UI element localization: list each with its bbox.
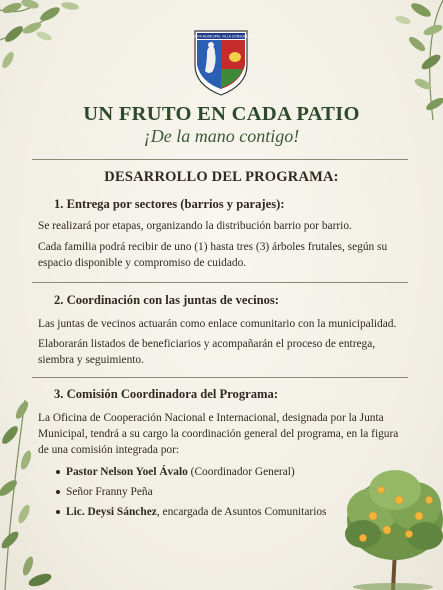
program-title: UN FRUTO EN CADA PATIO [83, 103, 360, 125]
item-1-title: Entrega por sectores (barrios y parajes): [66, 197, 285, 211]
list-item [66, 482, 326, 502]
list-item [66, 502, 326, 522]
item-1-paragraph-1: Se realizará por etapas, organizando la distribución barrio por barrio. [38, 220, 352, 232]
program-slogan: ¡De la mano contigo! [143, 126, 300, 146]
item-3-paragraph-1: La Oficina de Cooperación Nacional e Internacional, designada por la Junta Municipal, tendrá a su cargo la coordinación general del programa, en la figura de una comisión integrada por: [38, 412, 399, 456]
item-1-number: 1. [54, 197, 64, 211]
item-2-heading [54, 293, 279, 308]
item-2-paragraph-1: Las juntas de vecinos actuarán como enlace comunitario con la municipalidad. [38, 318, 397, 330]
item-3-title: Comisión Coordinadora del Programa: [66, 387, 279, 401]
list-item [66, 462, 326, 482]
item-1-heading [54, 197, 285, 212]
item-2-paragraph-2: Elaborarán listados de beneficiarios y acompañarán el proceso de entrega, siembra y seguimiento. [38, 338, 376, 366]
member-name: Pastor Nelson Yoel Ávalo [66, 466, 188, 478]
member-role: Señor Franny Peña [66, 486, 153, 498]
item-1-paragraph-2: Cada familia podrá recibir de uno (1) hasta tres (3) árboles frutales, según su espacio disponible y compromiso de cuidado. [38, 241, 388, 269]
member-role: (Coordinador General) [187, 466, 295, 478]
municipal-crest-logo [191, 27, 251, 97]
item-2-title: Coordinación con las juntas de vecinos: [66, 293, 279, 307]
divider [32, 282, 408, 283]
item-3-number: 3. [54, 387, 64, 401]
member-name: Lic. Deysi Sánchez [66, 506, 157, 518]
commission-member-list [66, 462, 326, 522]
divider [32, 377, 408, 378]
divider [32, 159, 408, 160]
item-2-number: 2. [54, 293, 64, 307]
member-role: , encargada de Asuntos Comunitarios [156, 506, 327, 518]
section-title: DESARROLLO DEL PROGRAMA: [104, 169, 339, 185]
item-3-heading [54, 387, 278, 402]
svg-text:JUNTA MUNICIPAL VILLA CONSUELO: JUNTA MUNICIPAL VILLA CONSUELO [191, 34, 251, 39]
